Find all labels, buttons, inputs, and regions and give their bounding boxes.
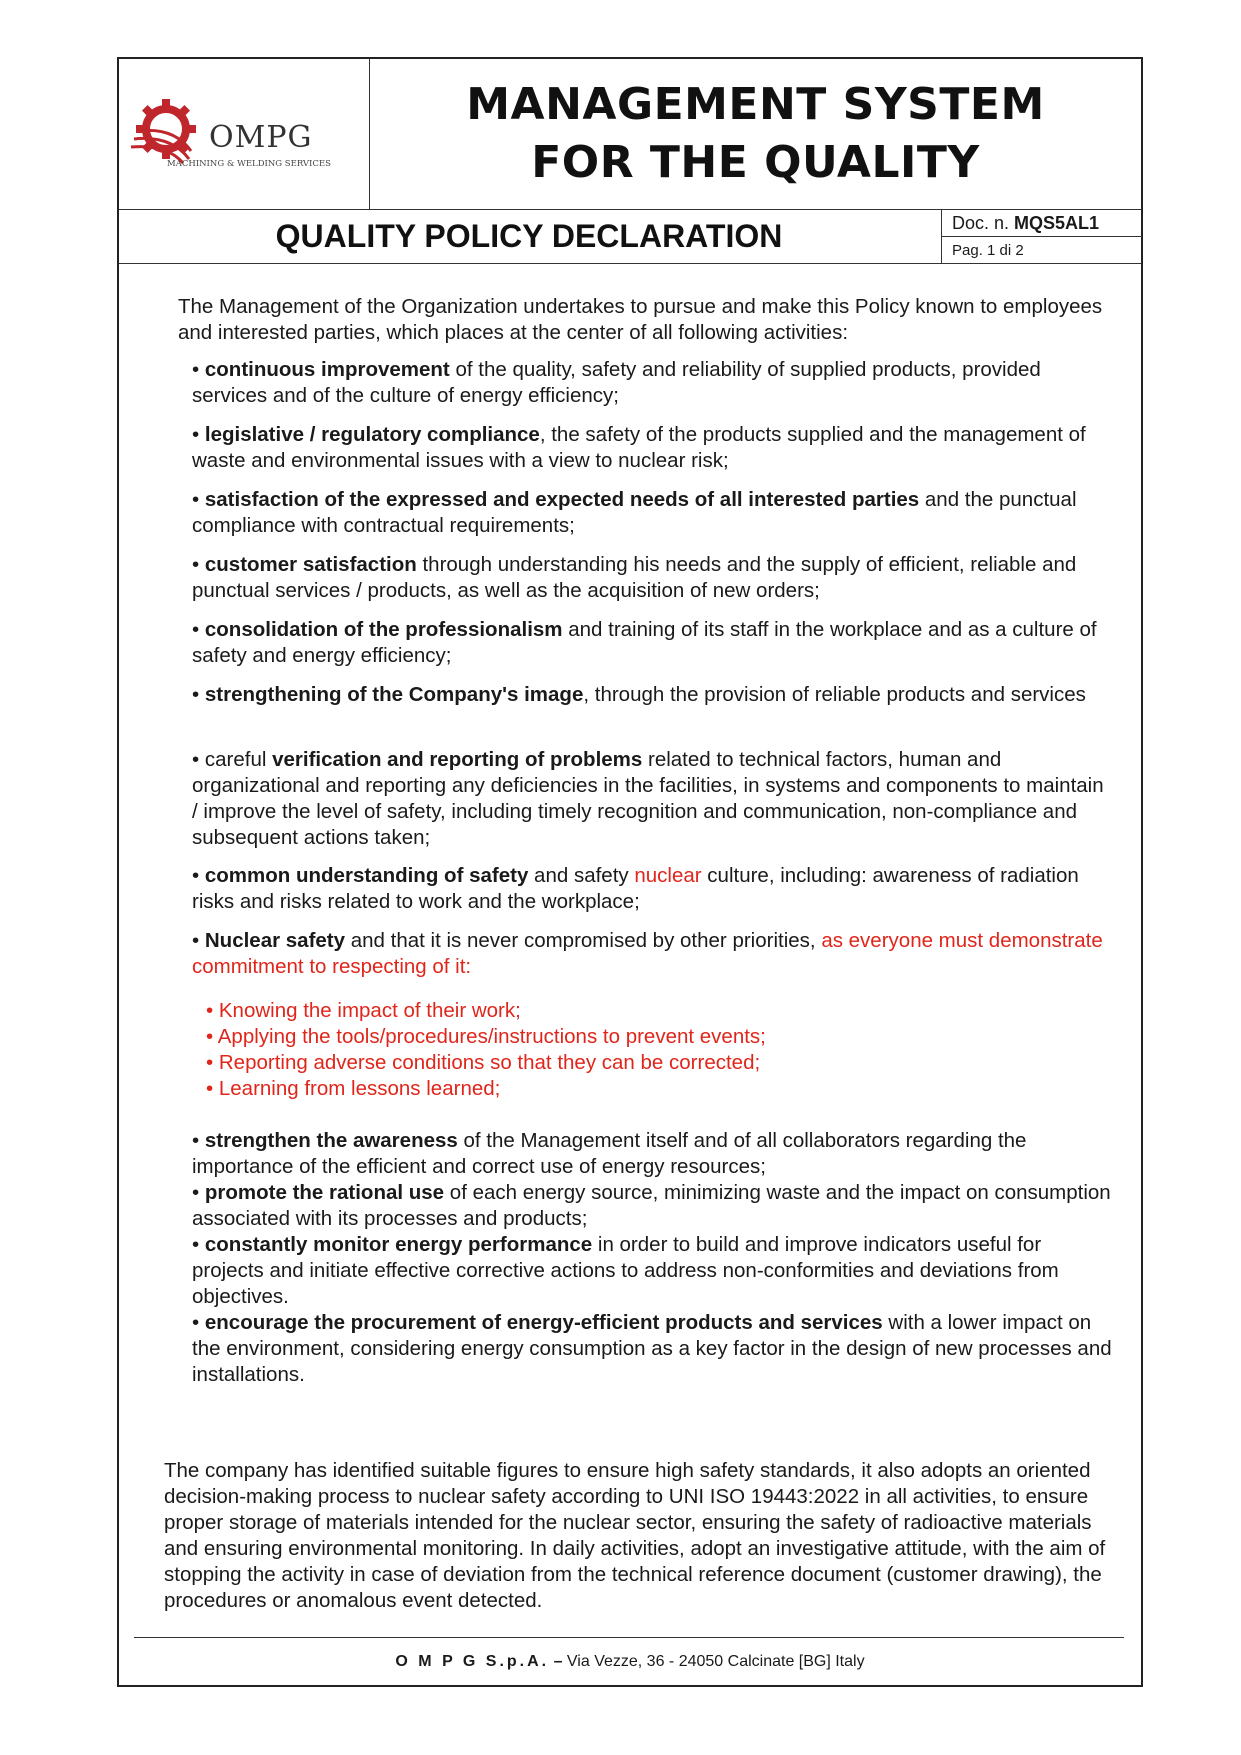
page-indicator: Pag. 1 di 2 xyxy=(952,242,1024,259)
footer-divider xyxy=(134,1637,1124,1638)
list-item: • strengthening of the Company's image, through the provision of reliable products and services xyxy=(192,683,1086,706)
sub-list-item: • Knowing the impact of their work; xyxy=(206,999,521,1022)
sub-list-item: • Reporting adverse conditions so that they can be corrected; xyxy=(206,1051,761,1074)
footer-company: O M P G S.p.A. xyxy=(395,1653,550,1670)
declaration-row xyxy=(119,209,1141,264)
list-item: • careful verification and reporting of problems related to technical factors, human and organizational and reporting any deficiencies in the facilities, in systems and components to maintain / improve the level of safety, including timely recognition and communication, non-compliance and subsequent actions taken; xyxy=(192,748,1104,849)
list-item: • encourage the procurement of energy-efficient products and services with a lower impact on the environment, considering energy consumption as a key factor in the design of new processes and installations. xyxy=(192,1311,1112,1386)
sub-list-item: • Learning from lessons learned; xyxy=(206,1077,501,1100)
list-item: • consolidation of the professionalism and training of its staff in the workplace and as a culture of safety and energy efficiency; xyxy=(192,618,1097,667)
list-item: • satisfaction of the expressed and expected needs of all interested parties and the punctual compliance with contractual requirements; xyxy=(192,488,1077,537)
logo-tagline: MACHINING & WELDING SERVICES xyxy=(167,159,331,169)
list-item: • constantly monitor energy performance in order to build and improve indicators useful for projects and initiate effective corrective actions to address non-conformities and deviations from objectives. xyxy=(192,1233,1059,1308)
header-row xyxy=(119,59,1141,210)
footer: O M P G S.p.A. – Via Vezze, 36 - 24050 Calcinate [BG] Italy xyxy=(395,1653,865,1670)
list-item: • promote the rational use of each energy source, minimizing waste and the impact on consumption associated with its processes and products; xyxy=(192,1181,1111,1230)
document-frame xyxy=(117,57,1143,1687)
doc-number: MQS5AL1 xyxy=(1014,213,1100,233)
footer-address: Via Vezze, 36 - 24050 Calcinate [BG] Italy xyxy=(566,1653,865,1670)
list-item: • strengthen the awareness of the Management itself and of all collaborators regarding the importance of the efficient and correct use of energy resources; xyxy=(192,1129,1027,1178)
doc-number-field: Doc. n. MQS5AL1 xyxy=(942,209,1142,237)
sub-list-item: • Applying the tools/procedures/instructions to prevent events; xyxy=(206,1025,766,1048)
intro-paragraph: The Management of the Organization undertakes to pursue and make this Policy known to employees and interested parties, which places at the center of all following activities: xyxy=(178,295,1103,344)
list-item: • legislative / regulatory compliance, the safety of the products supplied and the management of waste and environmental issues with a view to nuclear risk; xyxy=(192,423,1086,472)
list-item: • common understanding of safety and safety nuclear culture, including: awareness of radiation risks and risks related to work and the workplace; xyxy=(192,864,1079,913)
system-title-line-2: FOR THE QUALITY xyxy=(531,137,980,188)
company-logo xyxy=(119,59,369,209)
closing-paragraph: The company has identified suitable figures to ensure high safety standards, it also adopts an oriented decision-making process to nuclear safety according to UNI ISO 19443:2022 in all activities, to ensure proper storage of materials intended for the nuclear sector, ensuring the safety of radioactive materials and ensuring environmental monitoring. In daily activities, adopt an investigative attitude, with the aim of stopping the activity in case of deviation from the technical reference document (customer drawing), the procedures or anomalous event detected. xyxy=(164,1459,1106,1612)
logo-cell xyxy=(119,59,370,209)
declaration-title: QUALITY POLICY DECLARATION xyxy=(275,217,783,254)
list-item: • customer satisfaction through understanding his needs and the supply of efficient, reliable and punctual services / products, as well as the acquisition of new orders; xyxy=(192,553,1077,602)
list-item: • continuous improvement of the quality, safety and reliability of supplied products, provided services and of the culture of energy efficiency; xyxy=(192,358,1041,407)
system-title-line-1: MANAGEMENT SYSTEM xyxy=(466,79,1045,130)
list-item: • Nuclear safety and that it is never compromised by other priorities, as everyone must demonstrate commitment to respecting of it: xyxy=(192,929,1103,978)
system-title-cell xyxy=(370,59,1141,209)
logo-name: OMPG xyxy=(209,120,313,155)
doc-info-cell xyxy=(941,209,1142,263)
